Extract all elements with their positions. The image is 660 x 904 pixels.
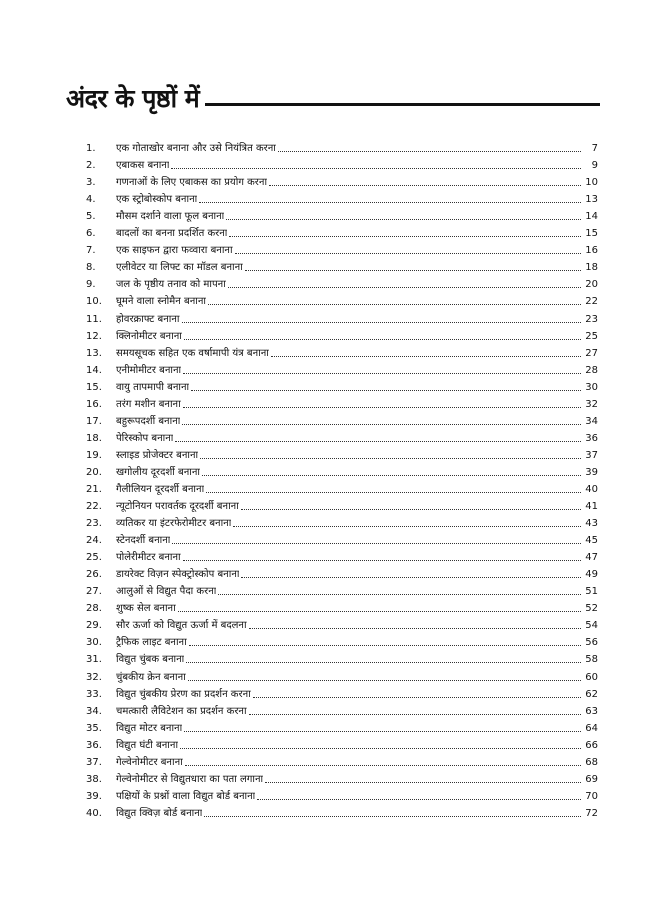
toc-entry: [86, 752, 598, 769]
toc-entry-number: 23.: [86, 518, 102, 530]
dot-leader: [233, 526, 581, 527]
dot-leader: [229, 236, 581, 237]
toc-entry-page: 16: [585, 245, 598, 257]
toc-entry-title: विद्युत घंटी बनाना: [116, 739, 179, 751]
toc-entry-number: 38.: [86, 773, 102, 785]
toc-entry-title: वायु तापमापी बनाना: [116, 381, 190, 393]
dot-leader: [241, 509, 581, 510]
toc-entry-title: स्टेनदर्शी बनाना: [116, 535, 171, 547]
toc-entry-number: 24.: [86, 535, 102, 547]
dot-leader: [245, 270, 581, 271]
dot-leader: [171, 168, 581, 169]
toc-entry-title: व्यतिकर या इंटरफेरोमीटर बनाना: [116, 518, 232, 530]
dot-leader: [185, 765, 581, 766]
toc-entry-title: शुष्क सेल बनाना: [116, 603, 176, 615]
toc-entry-page: 47: [585, 552, 598, 564]
toc-entry-number: 14.: [86, 364, 102, 376]
dot-leader: [182, 322, 581, 323]
dot-leader: [189, 645, 581, 646]
toc-entry-number: 6.: [86, 228, 96, 240]
toc-entry: [86, 274, 598, 291]
toc-entry: [86, 718, 598, 735]
title-rule: [205, 103, 600, 106]
toc-entry-page: 7: [591, 143, 598, 155]
toc-entry-title: न्यूटोनियन परावर्तक दूरदर्शी बनाना: [116, 501, 239, 513]
toc-entry: [86, 496, 598, 513]
toc-entry-page: 22: [585, 296, 598, 308]
toc-entry: [86, 666, 598, 683]
toc-entry-number: 4.: [86, 194, 96, 206]
toc-entry-number: 5.: [86, 211, 96, 223]
toc-entry-title: चुंबकीय क्रेन बनाना: [116, 671, 186, 683]
toc-entry-page: 68: [585, 756, 598, 768]
toc-entry: [86, 701, 598, 718]
toc-entry-page: 70: [585, 790, 598, 802]
toc-entry: [86, 479, 598, 496]
dot-leader: [186, 662, 581, 663]
toc-entry-page: 45: [585, 535, 598, 547]
toc-entry: [86, 206, 598, 223]
toc-entry: [86, 632, 598, 649]
toc-entry-title: एनीमोमीटर बनाना: [116, 364, 182, 376]
toc-entry-page: 56: [585, 637, 598, 649]
dot-leader: [191, 390, 581, 391]
toc-entry-number: 19.: [86, 449, 102, 461]
toc-entry-number: 10.: [86, 296, 102, 308]
toc-entry-title: समयसूचक सहित एक वर्षामापी यंत्र बनाना: [116, 347, 269, 359]
toc-entry-page: 72: [585, 807, 598, 819]
toc-entry-number: 28.: [86, 603, 102, 615]
page-title: अंदर के पृष्ठों में: [66, 84, 200, 113]
toc-entry-number: 17.: [86, 415, 102, 427]
toc-entry-page: 40: [585, 483, 598, 495]
toc-entry-number: 22.: [86, 501, 102, 513]
toc-entry-number: 39.: [86, 790, 102, 802]
toc-entry-number: 25.: [86, 552, 102, 564]
dot-leader: [241, 577, 581, 578]
toc-entry-title: एलीवेटर या लिफ्ट का मॉडल बनाना: [116, 262, 243, 274]
toc-entry-number: 3.: [86, 177, 96, 189]
toc-entry-page: 14: [585, 211, 598, 223]
toc-entry-number: 21.: [86, 483, 102, 495]
toc-entry-title: गणनाओं के लिए एबाकस का प्रयोग करना: [116, 177, 268, 189]
toc-entry: [86, 428, 598, 445]
toc-entry-title: बादलों का बनना प्रदर्शित करना: [116, 228, 228, 240]
dot-leader: [182, 424, 581, 425]
toc-entry-title: मौसम दर्शाने वाला फूल बनाना: [116, 211, 225, 223]
toc-entry-title: पोलेरीमीटर बनाना: [116, 552, 181, 564]
toc-entry-page: 43: [585, 518, 598, 530]
toc-entry-title: एक साइफन द्वारा फव्वारा बनाना: [116, 245, 233, 257]
dot-leader: [265, 782, 581, 783]
toc-entry-page: 34: [585, 415, 598, 427]
toc-entry: [86, 445, 598, 462]
toc-entry: [86, 326, 598, 343]
toc-entry-number: 32.: [86, 671, 102, 683]
toc-entry-number: 26.: [86, 569, 102, 581]
toc-entry-number: 35.: [86, 722, 102, 734]
dot-leader: [183, 373, 581, 374]
toc-entry-title: ट्रैफिक लाइट बनाना: [116, 637, 187, 649]
toc-entry-page: 37: [585, 449, 598, 461]
toc-entry-page: 32: [585, 398, 598, 410]
toc-entry: [86, 513, 598, 530]
toc-entry-title: एक गोताखोर बनाना और उसे नियंत्रित करना: [116, 143, 276, 155]
dot-leader: [257, 799, 581, 800]
toc-entry: [86, 411, 598, 428]
toc-entry-page: 20: [585, 279, 598, 291]
toc-entry: [86, 769, 598, 786]
toc-entry-number: 12.: [86, 330, 102, 342]
dot-leader: [271, 356, 581, 357]
toc-entry: [86, 684, 598, 701]
toc-entry-title: सौर ऊर्जा को विद्युत ऊर्जा में बदलना: [116, 620, 247, 632]
toc-entry: [86, 360, 598, 377]
toc-entry-page: 63: [585, 705, 598, 717]
toc-entry-number: 20.: [86, 466, 102, 478]
dot-leader: [253, 697, 581, 698]
toc-entry-page: 36: [585, 432, 598, 444]
toc-entry-page: 60: [585, 671, 598, 683]
toc-entry: [86, 547, 598, 564]
toc-entry-page: 66: [585, 739, 598, 751]
dot-leader: [249, 628, 581, 629]
dot-leader: [202, 475, 581, 476]
toc-entry-title: डायरेक्ट विज़न स्पेक्ट्रोस्कोप बनाना: [116, 569, 240, 581]
toc-entry: [86, 530, 598, 547]
toc-entry-number: 8.: [86, 262, 96, 274]
toc-entry-page: 69: [585, 773, 598, 785]
toc-entry-title: होवरक्राफ्ट बनाना: [116, 313, 180, 325]
toc-entry-page: 27: [585, 347, 598, 359]
dot-leader: [249, 714, 581, 715]
toc-entry-number: 33.: [86, 688, 102, 700]
toc-entry: [86, 564, 598, 581]
dot-leader: [180, 748, 581, 749]
toc-entry-number: 7.: [86, 245, 96, 257]
toc-entry: [86, 291, 598, 308]
toc-entry: [86, 786, 598, 803]
dot-leader: [206, 492, 581, 493]
toc-entry-page: 64: [585, 722, 598, 734]
toc-entry-title: तरंग मशीन बनाना: [116, 398, 181, 410]
toc-entry-number: 34.: [86, 705, 102, 717]
toc-entry: [86, 308, 598, 325]
toc-entry: [86, 598, 598, 615]
toc-entry-title: जल के पृष्ठीय तनाव को मापना: [116, 279, 226, 291]
toc-entry: [86, 649, 598, 666]
dot-leader: [178, 611, 581, 612]
toc-entry-title: चमत्कारी लैविटेशन का प्रदर्शन करना: [116, 705, 247, 717]
toc-entry: [86, 377, 598, 394]
dot-leader: [184, 339, 581, 340]
toc-entry-number: 31.: [86, 654, 102, 666]
dot-leader: [184, 731, 581, 732]
dot-leader: [218, 594, 581, 595]
toc-entry-page: 13: [585, 194, 598, 206]
toc-entry-number: 2.: [86, 160, 96, 172]
toc-entry-page: 41: [585, 501, 598, 513]
toc-entry-page: 23: [585, 313, 598, 325]
toc-entry-number: 9.: [86, 279, 96, 291]
toc-entry-number: 11.: [86, 313, 102, 325]
toc-entry-number: 27.: [86, 586, 102, 598]
toc-entry-title: पेरिस्कोप बनाना: [116, 432, 174, 444]
dot-leader: [172, 543, 581, 544]
toc-entry-number: 40.: [86, 807, 102, 819]
toc-entry-number: 15.: [86, 381, 102, 393]
dot-leader: [208, 304, 581, 305]
toc-entry-number: 30.: [86, 637, 102, 649]
toc-entry: [86, 615, 598, 632]
toc-entry-page: 49: [585, 569, 598, 581]
toc-entry-page: 18: [585, 262, 598, 274]
dot-leader: [199, 202, 581, 203]
dot-leader: [269, 185, 581, 186]
toc-entry-page: 39: [585, 466, 598, 478]
toc-entry-title: विद्युत चुंबक बनाना: [116, 654, 185, 666]
toc-entry-number: 1.: [86, 143, 96, 155]
toc-entry-page: 62: [585, 688, 598, 700]
dot-leader: [235, 253, 581, 254]
toc-entry-title: गैलीलियन दूरदर्शी बनाना: [116, 483, 205, 495]
toc-entry-title: घूमने वाला स्नोमैन बनाना: [116, 296, 206, 308]
toc-entry-title: पक्षियों के प्रश्नों वाला विद्युत बोर्ड बनाना: [116, 790, 256, 802]
toc-entry-title: एबाकस बनाना: [116, 160, 170, 172]
toc-entry-title: गेल्वेनोमीटर बनाना: [116, 756, 183, 768]
dot-leader: [183, 407, 581, 408]
dot-leader: [226, 219, 581, 220]
toc-entry: [86, 189, 598, 206]
toc-entry: [86, 172, 598, 189]
toc-entry-title: बहुरूपदर्शी बनाना: [116, 415, 181, 427]
toc-entry-title: विद्युत क्विज़ बोर्ड बनाना: [116, 807, 203, 819]
toc-entry-number: 13.: [86, 347, 102, 359]
toc-entry-page: 52: [585, 603, 598, 615]
toc-entry-title: गेल्वेनोमीटर से विद्युतधारा का पता लगाना: [116, 773, 264, 785]
toc-entry-page: 25: [585, 330, 598, 342]
toc-entry-title: विद्युत चुंबकीय प्रेरण का प्रदर्शन करना: [116, 688, 251, 700]
toc-entry: [86, 581, 598, 598]
toc-entry-page: 54: [585, 620, 598, 632]
toc-entry: [86, 223, 598, 240]
toc-entry: [86, 240, 598, 257]
dot-leader: [200, 458, 581, 459]
toc-entry: [86, 257, 598, 274]
dot-leader: [183, 560, 581, 561]
toc-entry: [86, 155, 598, 172]
heading: [66, 74, 600, 114]
toc-entry-page: 30: [585, 381, 598, 393]
toc-entry-number: 18.: [86, 432, 102, 444]
toc-entry-page: 51: [585, 586, 598, 598]
toc-entry: [86, 803, 598, 820]
dot-leader: [228, 287, 581, 288]
toc-entry-title: एक स्ट्रोबोस्कोप बनाना: [116, 194, 198, 206]
toc-entry-number: 36.: [86, 739, 102, 751]
toc-entry-title: खगोलीय दूरदर्शी बनाना: [116, 466, 201, 478]
toc-entry-page: 28: [585, 364, 598, 376]
dot-leader: [204, 816, 581, 817]
table-of-contents: [86, 138, 598, 820]
toc-entry: [86, 343, 598, 360]
toc-entry-title: स्लाइड प्रोजेक्टर बनाना: [116, 449, 199, 461]
toc-entry-page: 9: [591, 160, 598, 172]
toc-entry: [86, 394, 598, 411]
dot-leader: [188, 680, 581, 681]
toc-entry-title: क्लिनोमीटर बनाना: [116, 330, 182, 342]
toc-entry: [86, 462, 598, 479]
toc-entry-page: 10: [585, 177, 598, 189]
toc-entry-number: 16.: [86, 398, 102, 410]
toc-entry-number: 37.: [86, 756, 102, 768]
dot-leader: [175, 441, 581, 442]
toc-entry-title: आलुओं से विद्युत पैदा करना: [116, 586, 217, 598]
toc-entry-title: विद्युत मोटर बनाना: [116, 722, 183, 734]
toc-entry-page: 15: [585, 228, 598, 240]
dot-leader: [278, 151, 581, 152]
toc-entry-number: 29.: [86, 620, 102, 632]
toc-entry: [86, 735, 598, 752]
toc-entry: [86, 138, 598, 155]
toc-entry-page: 58: [585, 654, 598, 666]
